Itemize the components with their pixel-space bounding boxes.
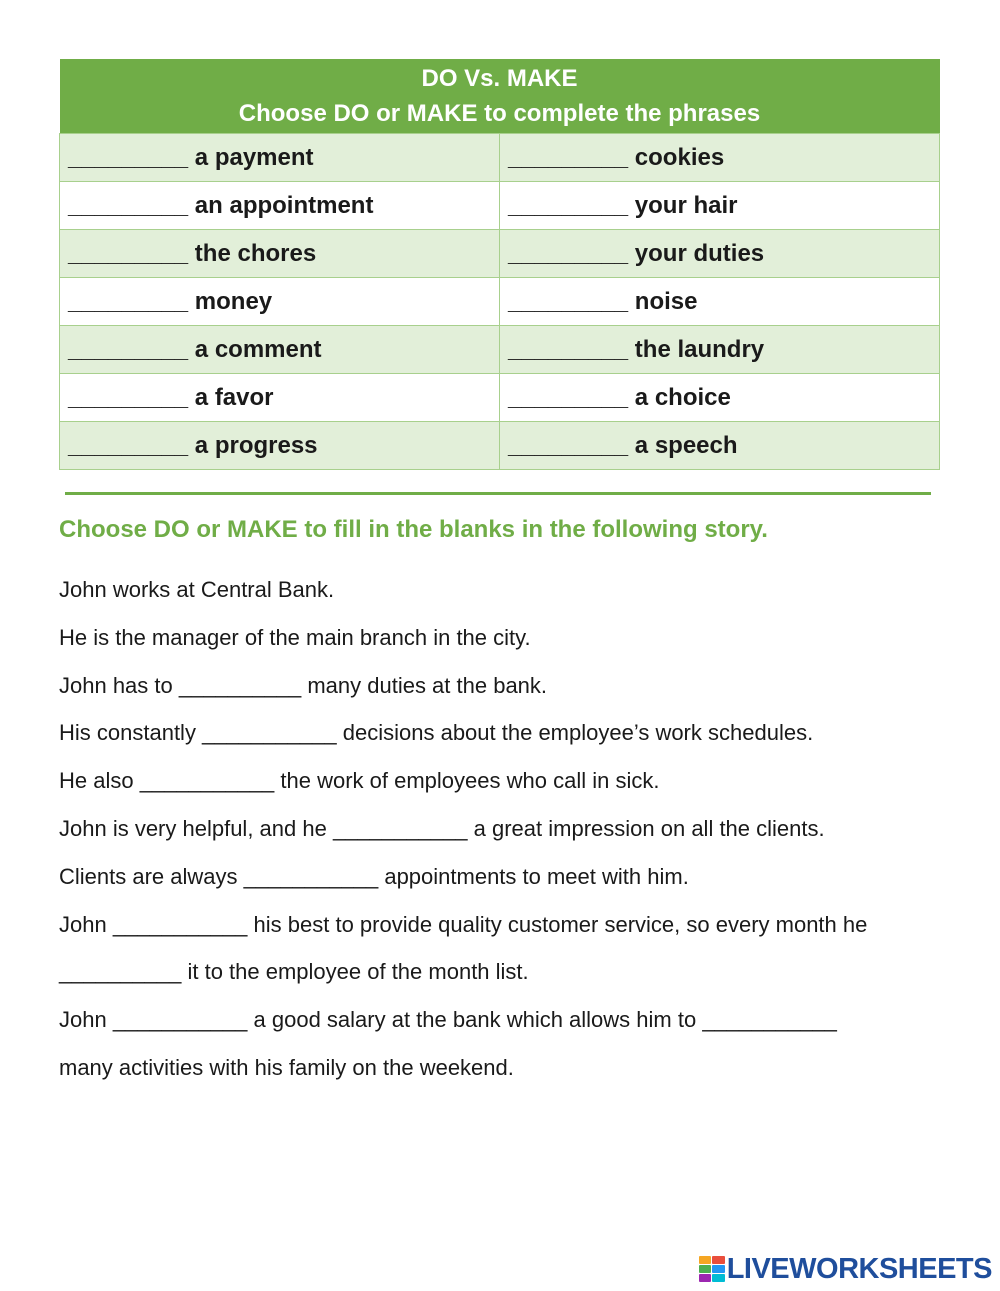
- phrase-cell-left[interactable]: _________ a progress: [60, 422, 500, 470]
- story-line[interactable]: His constantly ___________ decisions about the employee’s work schedules.: [59, 720, 814, 746]
- story-line[interactable]: He also ___________ the work of employees who call in sick.: [59, 768, 660, 794]
- story-text: [59, 570, 959, 1096]
- liveworksheets-logo-icon: [699, 1256, 725, 1282]
- story-line[interactable]: Clients are always ___________ appointments to meet with him.: [59, 863, 689, 889]
- table-header-row: [60, 59, 940, 134]
- table-header: [60, 59, 940, 134]
- table-row: [60, 374, 940, 422]
- table-title: DO Vs. MAKE: [421, 65, 578, 92]
- phrase-cell-right[interactable]: _________ a choice: [500, 374, 940, 422]
- phrase-cell-left[interactable]: _________ money: [60, 278, 500, 326]
- phrase-cell-right[interactable]: _________ your hair: [500, 182, 940, 230]
- phrase-cell-right[interactable]: _________ a speech: [500, 422, 940, 470]
- table-row: [60, 134, 940, 182]
- table-subtitle: Choose DO or MAKE to complete the phrases: [238, 100, 761, 127]
- phrase-cell-left[interactable]: _________ a favor: [60, 374, 500, 422]
- phrase-cell-right[interactable]: _________ the laundry: [500, 326, 940, 374]
- phrase-cell-left[interactable]: _________ the chores: [60, 230, 500, 278]
- table-row: [60, 278, 940, 326]
- table-row: [60, 230, 940, 278]
- table-row: [60, 182, 940, 230]
- story-line[interactable]: John ___________ his best to provide quality customer service, so every month he: [59, 911, 868, 937]
- phrase-cell-right[interactable]: _________ cookies: [500, 134, 940, 182]
- story-line: John works at Central Bank.: [59, 577, 335, 602]
- phrase-cell-left[interactable]: _________ a payment: [60, 134, 500, 182]
- table-row: [60, 422, 940, 470]
- story-line[interactable]: John ___________ a good salary at the bank which allows him to ___________: [59, 1007, 837, 1033]
- phrases-table: [59, 59, 940, 470]
- phrase-cell-left[interactable]: _________ an appointment: [60, 182, 500, 230]
- story-line[interactable]: __________ it to the employee of the month list.: [59, 959, 529, 985]
- story-line[interactable]: John is very helpful, and he ___________ a great impression on all the clients.: [59, 815, 825, 841]
- story-line: many activities with his family on the weekend.: [59, 1054, 514, 1080]
- story-line: He is the manager of the main branch in the city.: [59, 624, 531, 650]
- phrase-cell-right[interactable]: _________ your duties: [500, 230, 940, 278]
- story-line[interactable]: John has to __________ many duties at the bank.: [59, 672, 548, 698]
- liveworksheets-watermark: [699, 1254, 992, 1284]
- watermark-text: LIVEWORKSHEETS: [726, 1252, 992, 1285]
- section-divider: [65, 492, 931, 495]
- table-row: [60, 326, 940, 374]
- phrase-cell-left[interactable]: _________ a comment: [60, 326, 500, 374]
- story-heading: Choose DO or MAKE to fill in the blanks in the following story.: [59, 516, 768, 543]
- phrase-cell-right[interactable]: _________ noise: [500, 278, 940, 326]
